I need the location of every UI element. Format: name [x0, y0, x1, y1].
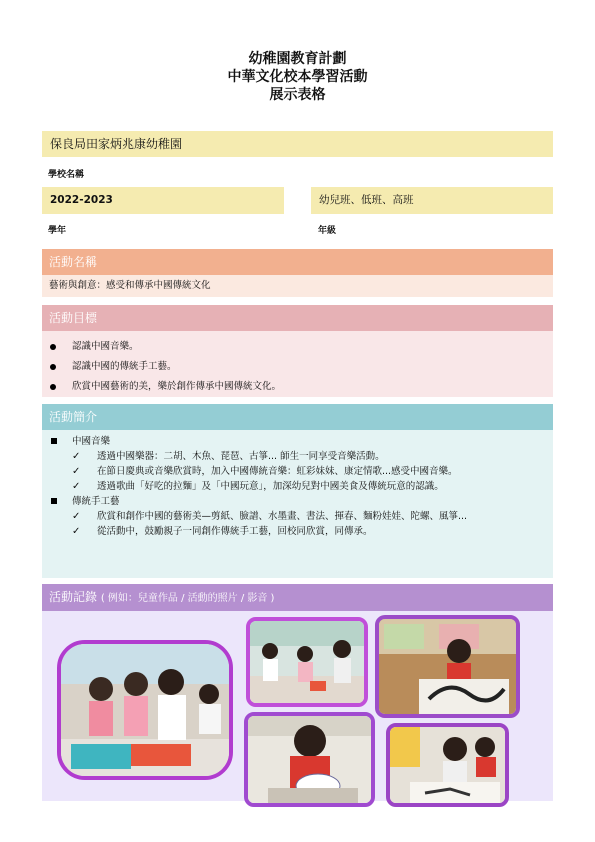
objective-item: 欣賞中國藝術的美，樂於創作傳承中國傳統文化。: [72, 377, 553, 397]
objective-item: 認識中國音樂。: [72, 337, 553, 357]
objectives-heading: 活動目標: [42, 305, 553, 331]
children-painting-photo: [57, 640, 233, 780]
children-crafting-photo: [246, 617, 368, 707]
intro-item: 透過歌曲「好吃的拉麵」及「中國玩意」，加深幼兒對中國美食及傳統玩意的認識。: [97, 481, 444, 492]
grade-label: 年級: [318, 226, 337, 236]
school-year-field: 2022-2023: [42, 187, 284, 214]
intro-heading: 活動簡介: [42, 404, 553, 430]
intro-body: [42, 430, 553, 578]
form-title-line3: 展示表格: [269, 87, 326, 103]
intro-topic: 傳統手工藝: [72, 494, 545, 509]
check-icon: ✓: [72, 481, 81, 492]
grade-field: 幼兒班、低班、高班: [311, 187, 553, 214]
school-year-label: 學年: [48, 226, 67, 236]
child-drawing-photo: [244, 712, 375, 807]
activity-name-heading: 活動名稱: [42, 249, 553, 275]
school-name-label: 學校名稱: [48, 170, 85, 180]
school-name-field: 保良局田家炳兆康幼稚園: [42, 131, 553, 157]
record-heading: [42, 584, 553, 611]
intro-item: 從活動中，鼓勵親子一同創作傳統手工藝，回校同欣賞，同傳承。: [97, 526, 373, 537]
check-icon: ✓: [72, 451, 81, 462]
activity-name-value: 藝術與創意：感受和傳承中國傳統文化: [42, 275, 553, 297]
intro-item: 透過中國樂器：二胡、木魚、琵琶、古箏... 師生一同享受音樂活動。: [97, 451, 385, 462]
record-heading-note: ( 例如：兒童作品 / 活動的照片 / 影音 ): [100, 593, 275, 604]
intro-item: 欣賞和創作中國的藝術美—剪紙、臉譜、水墨畫、書法、揮春、麵粉娃娃、陀螺、風箏...: [97, 511, 468, 522]
check-icon: ✓: [72, 526, 81, 537]
intro-item: 在節日慶典或音樂欣賞時，加入中國傳統音樂：虹彩妹妹、康定情歌...感受中國音樂。: [97, 466, 458, 477]
check-icon: ✓: [72, 466, 81, 477]
check-icon: ✓: [72, 511, 81, 522]
intro-topic: 中國音樂: [72, 434, 545, 449]
form-title-line1: 幼稚園教育計劃: [248, 51, 347, 67]
record-heading-title: 活動記錄: [49, 590, 98, 604]
form-title-line2: 中華文化校本學習活動: [227, 69, 368, 85]
objective-item: 認識中國的傳統手工藝。: [72, 357, 553, 377]
child-brush-painting-photo: [386, 723, 509, 807]
child-ink-painting-photo: [375, 615, 520, 718]
objectives-list: [42, 331, 553, 397]
